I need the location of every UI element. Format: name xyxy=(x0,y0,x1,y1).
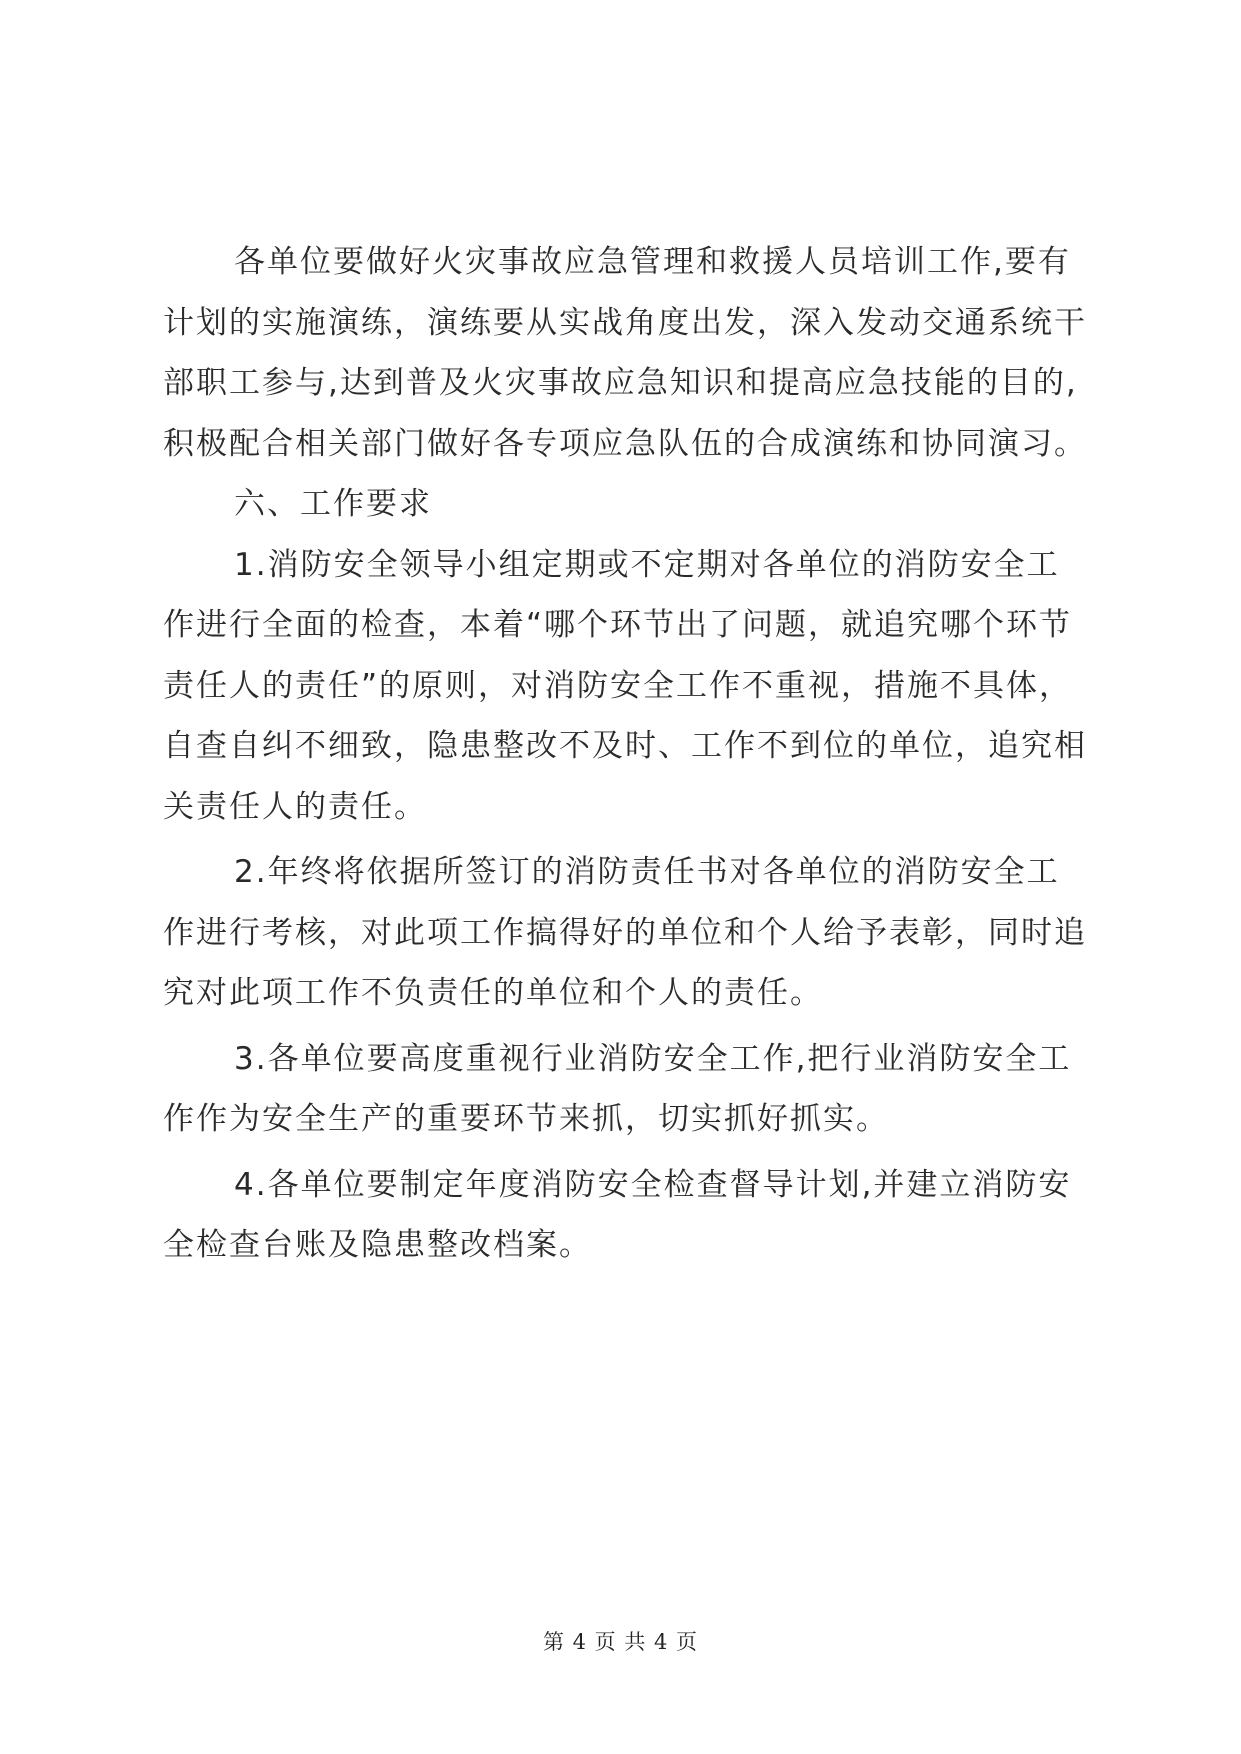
paragraph-line: 责任人的责任”的原则，对消防安全工作不重视，措施不具体， xyxy=(163,667,1073,704)
paragraph-line: 自查自纠不细致，隐患整改不及时、工作不到位的单位，追究相 xyxy=(163,728,1087,764)
paragraph-line: 4.各单位要制定年度消防安全检查督导计划,并建立消防安 xyxy=(234,1166,1072,1203)
paragraph-line: 3.各单位要高度重视行业消防安全工作,把行业消防安全工 xyxy=(234,1040,1072,1077)
document-body xyxy=(163,232,1123,1276)
paragraph-line: 2.年终将依据所签订的消防责任书对各单位的消防安全工 xyxy=(234,854,1060,890)
requirement-item-4 xyxy=(163,1155,1123,1276)
paragraph-line: 全检查台账及隐患整改档案。 xyxy=(163,1227,592,1263)
paragraph-line: 部职工参与,达到普及火灾事故应急知识和提高应急技能的目的, xyxy=(163,365,1078,401)
page-number-footer: 第 4 页 共 4 页 xyxy=(542,1630,699,1654)
requirement-item-2 xyxy=(163,842,1123,1024)
paragraph-line: 计划的实施演练，演练要从实战角度出发，深入发动交通系统干 xyxy=(163,304,1087,341)
paragraph-line: 积极配合相关部门做好各专项应急队伍的合成演练和协同演习。 xyxy=(163,425,1087,462)
paragraph-line: 作进行全面的检查，本着“哪个环节出了问题，就追究哪个环节 xyxy=(163,607,1073,643)
paragraph-line: 作作为安全生产的重要环节来抓，切实抓好抓实。 xyxy=(163,1101,889,1137)
paragraph-line: 作进行考核，对此项工作搞得好的单位和个人给予表彰，同时追 xyxy=(163,914,1087,951)
section-heading: 六、工作要求 xyxy=(234,486,432,522)
paragraph-line: 究对此项工作不负责任的单位和个人的责任。 xyxy=(163,975,823,1011)
paragraph-line: 各单位要做好火灾事故应急管理和救援人员培训工作,要有 xyxy=(234,244,1071,280)
requirement-item-3 xyxy=(163,1029,1123,1150)
paragraph-line: 关责任人的责任。 xyxy=(163,788,427,825)
requirement-item-1 xyxy=(163,535,1123,838)
paragraph-line: 1.消防安全领导小组定期或不定期对各单位的消防安全工 xyxy=(234,546,1060,583)
paragraph-training xyxy=(163,232,1123,474)
